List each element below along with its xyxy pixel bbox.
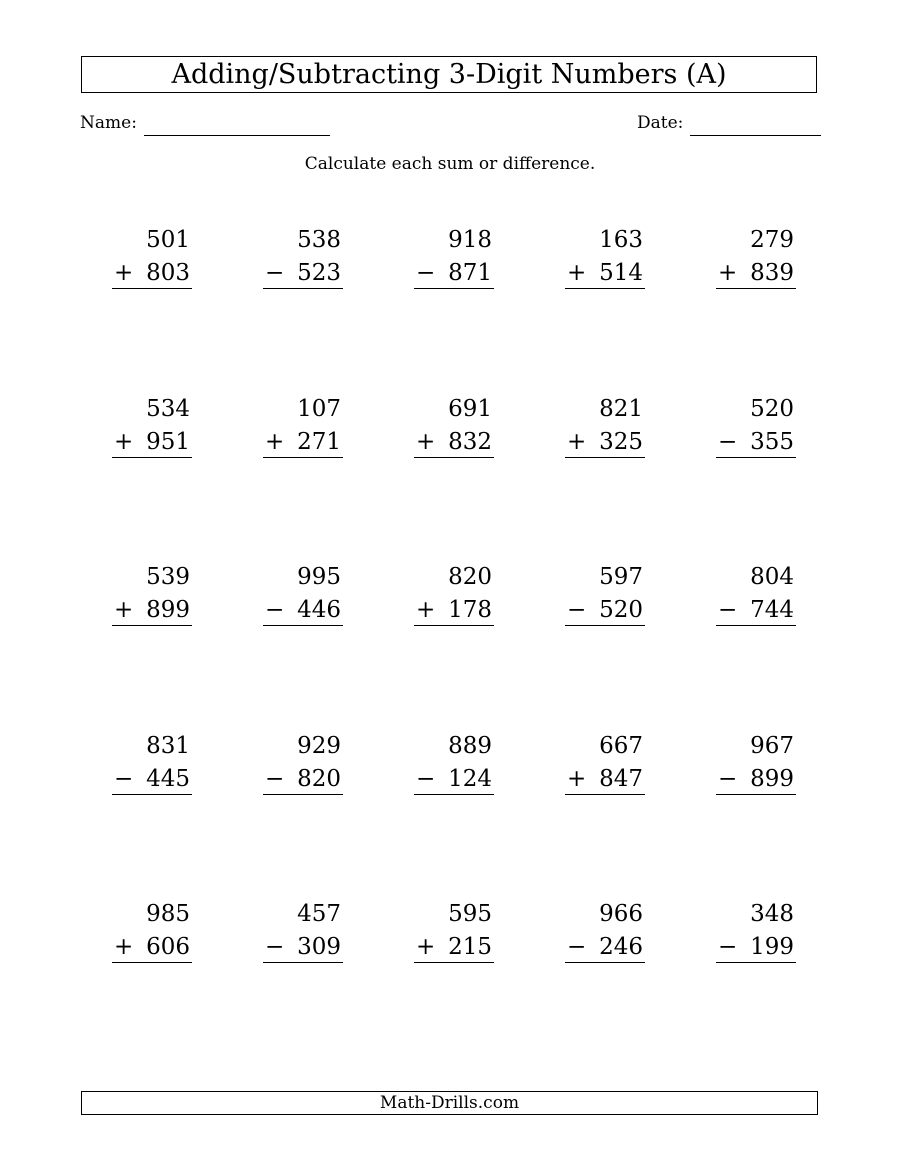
problem-bottom-number: 803 [146, 260, 190, 286]
problem-operator: − [567, 597, 587, 623]
problem-operator: + [567, 766, 587, 792]
problem-operator: + [265, 429, 285, 455]
worksheet-title: Adding/Subtracting 3-Digit Numbers (A) [81, 56, 817, 93]
answer-line[interactable] [414, 962, 494, 963]
problem-top-number: 538 [297, 227, 341, 253]
date-label: Date: [637, 113, 684, 133]
problem-top-number: 534 [146, 396, 190, 422]
answer-line[interactable] [716, 288, 796, 289]
problem-bottom-number: 606 [146, 934, 190, 960]
problem-operator: + [567, 429, 587, 455]
problem-top-number: 804 [750, 564, 794, 590]
problem-top-number: 520 [750, 396, 794, 422]
answer-line[interactable] [112, 288, 192, 289]
answer-line[interactable] [414, 794, 494, 795]
problem-operator: − [265, 597, 285, 623]
problem-bottom-number: 514 [599, 260, 643, 286]
problem-bottom-number: 309 [297, 934, 341, 960]
problem-bottom-number: 325 [599, 429, 643, 455]
problem-bottom-number: 871 [448, 260, 492, 286]
problem-top-number: 820 [448, 564, 492, 590]
problem-top-number: 985 [146, 901, 190, 927]
answer-line[interactable] [716, 794, 796, 795]
problem-top-number: 667 [599, 733, 643, 759]
problem-operator: + [114, 934, 134, 960]
answer-line[interactable] [716, 625, 796, 626]
problem-operator: + [416, 934, 436, 960]
answer-line[interactable] [565, 457, 645, 458]
problem-bottom-number: 124 [448, 766, 492, 792]
problem-top-number: 967 [750, 733, 794, 759]
problem-operator: − [718, 766, 738, 792]
answer-line[interactable] [716, 962, 796, 963]
footer-credit: Math-Drills.com [81, 1091, 818, 1115]
problem-bottom-number: 839 [750, 260, 794, 286]
problem-bottom-number: 446 [297, 597, 341, 623]
problem-bottom-number: 246 [599, 934, 643, 960]
problem-operator: − [416, 766, 436, 792]
problem-bottom-number: 178 [448, 597, 492, 623]
answer-line[interactable] [414, 625, 494, 626]
problem-bottom-number: 820 [297, 766, 341, 792]
instructions: Calculate each sum or difference. [304, 154, 596, 174]
answer-line[interactable] [112, 625, 192, 626]
answer-line[interactable] [716, 457, 796, 458]
answer-line[interactable] [112, 962, 192, 963]
problem-top-number: 163 [599, 227, 643, 253]
answer-line[interactable] [565, 288, 645, 289]
problem-top-number: 457 [297, 901, 341, 927]
problem-top-number: 929 [297, 733, 341, 759]
problem-operator: + [567, 260, 587, 286]
problem-top-number: 821 [599, 396, 643, 422]
answer-line[interactable] [414, 457, 494, 458]
answer-line[interactable] [263, 288, 343, 289]
problem-operator: + [114, 260, 134, 286]
problem-top-number: 595 [448, 901, 492, 927]
problem-operator: + [718, 260, 738, 286]
answer-line[interactable] [565, 962, 645, 963]
problem-bottom-number: 520 [599, 597, 643, 623]
answer-line[interactable] [263, 457, 343, 458]
problem-bottom-number: 355 [750, 429, 794, 455]
problem-top-number: 918 [448, 227, 492, 253]
problem-top-number: 889 [448, 733, 492, 759]
problem-bottom-number: 523 [297, 260, 341, 286]
problem-operator: − [718, 429, 738, 455]
problem-bottom-number: 899 [750, 766, 794, 792]
problem-operator: − [567, 934, 587, 960]
problem-top-number: 597 [599, 564, 643, 590]
problem-top-number: 966 [599, 901, 643, 927]
problem-top-number: 539 [146, 564, 190, 590]
problem-operator: + [114, 597, 134, 623]
problem-top-number: 691 [448, 396, 492, 422]
problem-operator: − [416, 260, 436, 286]
answer-line[interactable] [263, 962, 343, 963]
problem-bottom-number: 215 [448, 934, 492, 960]
problem-bottom-number: 847 [599, 766, 643, 792]
problem-top-number: 501 [146, 227, 190, 253]
date-field[interactable] [690, 135, 821, 136]
problem-bottom-number: 832 [448, 429, 492, 455]
problem-operator: + [416, 597, 436, 623]
name-field[interactable] [144, 135, 330, 136]
problem-operator: − [718, 934, 738, 960]
problem-top-number: 279 [750, 227, 794, 253]
answer-line[interactable] [263, 794, 343, 795]
answer-line[interactable] [263, 625, 343, 626]
answer-line[interactable] [112, 457, 192, 458]
answer-line[interactable] [112, 794, 192, 795]
problem-bottom-number: 899 [146, 597, 190, 623]
answer-line[interactable] [414, 288, 494, 289]
problem-bottom-number: 199 [750, 934, 794, 960]
problem-operator: − [114, 766, 134, 792]
name-label: Name: [80, 113, 137, 133]
problem-top-number: 995 [297, 564, 341, 590]
problem-bottom-number: 744 [750, 597, 794, 623]
problem-operator: − [265, 766, 285, 792]
problem-top-number: 348 [750, 901, 794, 927]
answer-line[interactable] [565, 625, 645, 626]
problem-operator: − [718, 597, 738, 623]
problem-operator: + [416, 429, 436, 455]
problem-top-number: 107 [297, 396, 341, 422]
problem-operator: − [265, 934, 285, 960]
problem-bottom-number: 951 [146, 429, 190, 455]
problem-bottom-number: 271 [297, 429, 341, 455]
problem-operator: − [265, 260, 285, 286]
answer-line[interactable] [565, 794, 645, 795]
problem-bottom-number: 445 [146, 766, 190, 792]
problem-top-number: 831 [146, 733, 190, 759]
problem-operator: + [114, 429, 134, 455]
